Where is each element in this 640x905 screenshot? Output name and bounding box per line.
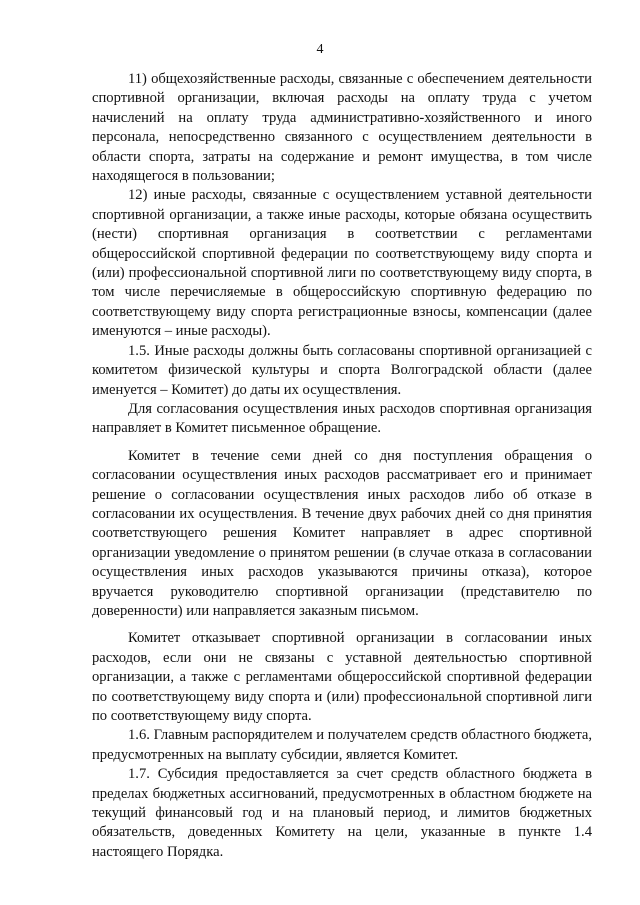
paragraph-committee-refusal: Комитет отказывает спортивной организации в согласовании иных расходов, если они не связаны с уставной деятельностью спортивной организации, а также с регламентами общероссийской спортивной федерации по соответствующему виду спорта и (или) профессиональной спортивной лиги по соответствующему виду спорта. bbox=[92, 630, 592, 724]
paragraph-1-6: 1.6. Главным распорядителем и получателем средств областного бюджета, предусмотренных на выплату субсидии, является Комитет. bbox=[92, 727, 592, 763]
paragraph-item-11: 11) общехозяйственные расходы, связанные с обеспечением деятельности спортивной организации, включая расходы на оплату труда с учетом начислений на оплату труда административно-хозяйственного и иного персонала, непосредственно связанного с осуществлением деятельности в области спорта, затраты на содержание и ремонт имущества, в том числе находящегося в пользовании; bbox=[92, 71, 592, 185]
paragraph-1-7: 1.7. Субсидия предоставляется за счет средств областного бюджета в пределах бюджетных ассигнований, предусмотренных в областном бюджете на текущий финансовый год и на плановый период, и лимитов бюджетных обязательств, доведенных Комитету на цели, указанные в пункте 1.4 настоящего Порядка. bbox=[92, 766, 592, 860]
paragraph-item-12: 12) иные расходы, связанные с осуществлением уставной деятельности спортивной организации, а также иные расходы, которые обязана осуществить (нести) спортивная организация в соответствии с регламентами общероссийской спортивной федерации по соответствующему виду спорта и (или) профессиональной спортивной лиги по соответствующему виду спорта, в том числе перечисляемые в общероссийскую спортивную федерацию по соответствующему виду спорта регистрационные взносы, компенсации (далее именуются – иные расходы). bbox=[92, 187, 592, 340]
paragraph-committee-decision: Комитет в течение семи дней со дня поступления обращения о согласовании осуществления иных расходов рассматривает его и принимает решение о согласовании осуществления иных расходов либо об отказе в согласовании их осуществления. В течение двух рабочих дней со дня принятия соответствующего решения Комитет направляет в адрес спортивной организации уведомление о принятом решении (в случае отказа в согласовании осуществления иных расходов указываются причины отказа), которое вручается руководителю спортивной организации (представителю по доверенности) или направляется заказным письмом. bbox=[92, 447, 592, 619]
page-number: 4 bbox=[316, 42, 324, 57]
document-body bbox=[92, 70, 592, 862]
paragraph-1-5: 1.5. Иные расходы должны быть согласованы спортивной организацией с комитетом физической культуры и спорта Волгоградской области (далее именуется – Комитет) до даты их осуществления. bbox=[92, 342, 592, 398]
paragraph-approval-request: Для согласования осуществления иных расходов спортивная организация направляет в Комитет письменное обращение. bbox=[92, 400, 592, 437]
